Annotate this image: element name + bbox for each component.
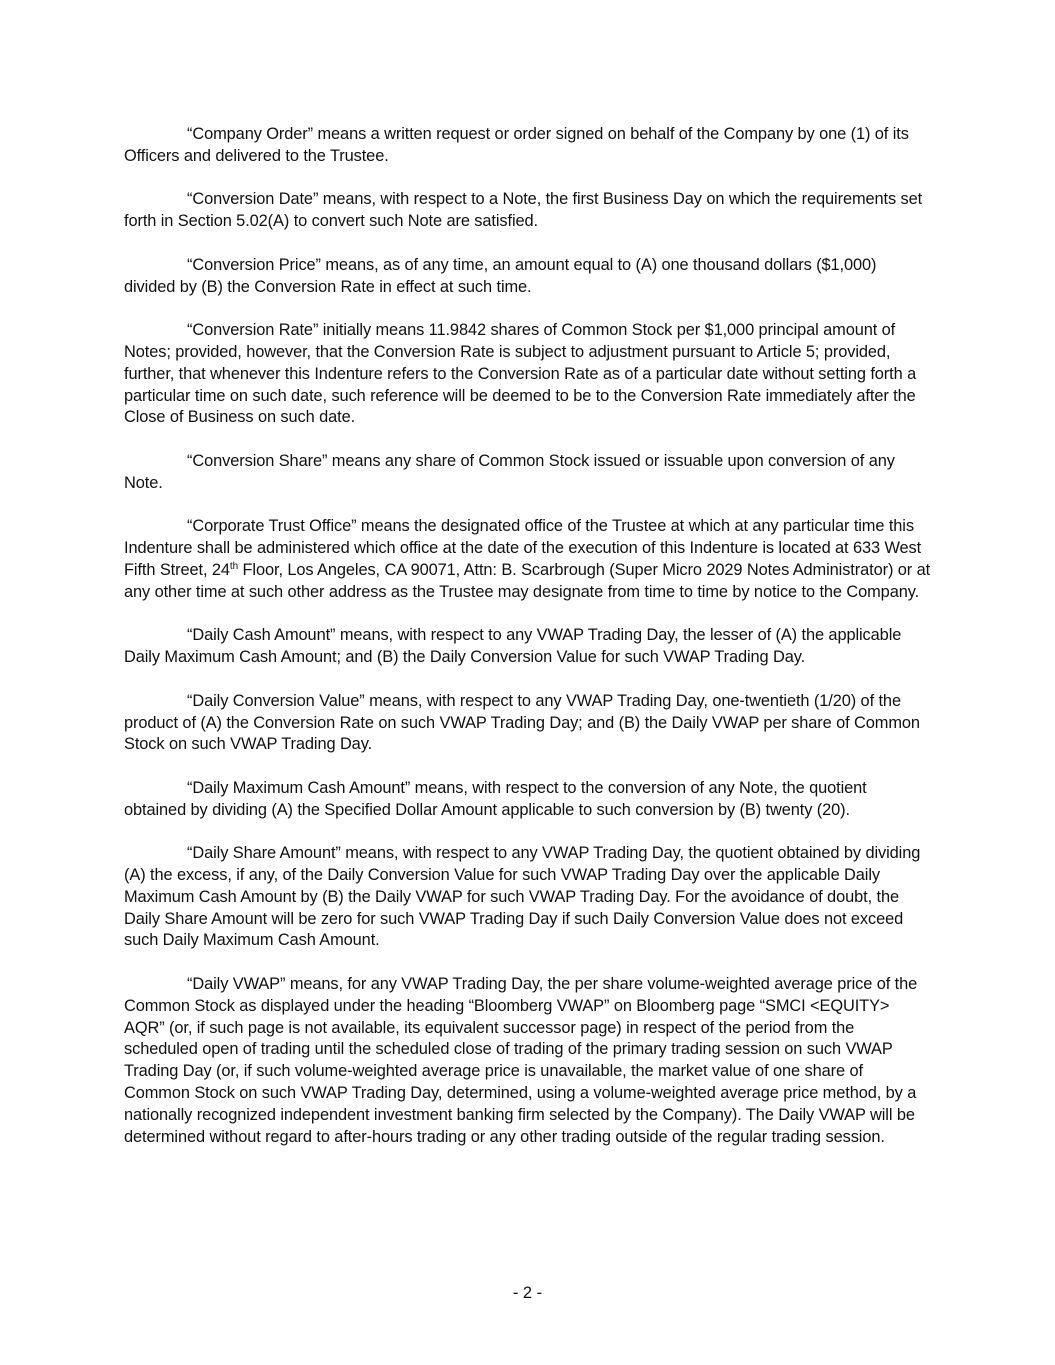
definition-company-order <box>124 124 932 168</box>
definition-daily-conversion-value <box>124 691 932 756</box>
ordinal-superscript: th <box>229 560 239 572</box>
definition-text: means, with respect to any VWAP Trading Day, the lesser of (A) the applicable Daily Maximum Cash Amount; and (B) the Daily Conversion Value for such VWAP Trading Day. <box>124 626 902 667</box>
defined-term: “Daily Share Amount” <box>187 844 341 863</box>
definition-daily-maximum-cash-amount <box>124 778 932 822</box>
defined-term: “Daily VWAP” <box>187 975 286 994</box>
defined-term: “Conversion Price” <box>187 255 321 274</box>
definition-text: means, with respect to any VWAP Trading Day, one-twentieth (1/20) of the product of (A) the Conversion Rate on such VWAP Trading Day; and (B) the Daily VWAP per share of Common Stock on such VWAP Trading Day. <box>124 691 920 754</box>
definition-text: means, with respect to the conversion of any Note, the quotient obtained by dividing (A) the Specified Dollar Amount applicable to such conversion by (B) twenty (20). <box>124 778 867 819</box>
definition-text: means any share of Common Stock issued or issuable upon conversion of any Note. <box>124 451 895 492</box>
definition-text: means, for any VWAP Trading Day, the per share volume-weighted average price of the Common Stock as displayed under the heading “Bloomberg VWAP” on Bloomberg page “SMCI <EQUITY> AQR” (or, if such page is not available, its equivalent successor page) in respect of the period from the scheduled open of trading until the scheduled close of trading of the primary trading session on such VWAP Trading Day (or, if such volume-weighted average price is unavailable, the market value of one share of Common Stock on such VWAP Trading Day, determined, using a volume-weighted average price method, by a nationally recognized independent investment banking firm selected by the Company). The Daily VWAP will be determined without regard to after-hours trading or any other trading outside of the regular trading session. <box>124 975 918 1146</box>
defined-term: “Conversion Date” <box>187 190 319 209</box>
definition-text: initially means 11.9842 shares of Common Stock per $1,000 principal amount of Notes; provided, however, that the Conversion Rate is subject to adjustment pursuant to Article 5; provided, further, that whenever this Indenture refers to the Conversion Rate as of a particular date without setting forth a particular time on such date, such reference will be deemed to be to the Conversion Rate immediately after the Close of Business on such date. <box>124 321 917 427</box>
document-page <box>124 124 932 1170</box>
definition-text: means a written request or order signed on behalf of the Company by one (1) of its Officers and delivered to the Trustee. <box>124 125 909 165</box>
defined-term: “Conversion Rate” <box>187 321 319 340</box>
defined-term: “Daily Maximum Cash Amount” <box>187 778 411 797</box>
definition-text-continued: Floor, Los Angeles, CA 90071, Attn: B. Scarbrough (Super Micro 2029 Notes Administrator) or at any other time at such other address as the Trustee may designate from time to time by notice to the Company. <box>124 560 931 601</box>
definition-conversion-date <box>124 189 932 233</box>
page-number: - 2 - <box>512 1284 543 1302</box>
definition-conversion-rate <box>124 320 932 429</box>
definition-daily-share-amount <box>124 843 932 952</box>
definition-text: means the designated office of the Trustee at which at any particular time this Indenture shall be administered which office at the date of the execution of this Indenture is located at 633 West Fifth Street, 24 <box>124 517 922 579</box>
definition-conversion-price <box>124 255 932 299</box>
definition-conversion-share <box>124 451 932 495</box>
definition-daily-vwap <box>124 974 932 1148</box>
definition-text: means, as of any time, an amount equal to (A) one thousand dollars ($1,000) divided by (B) the Conversion Rate in effect at such time. <box>124 255 877 296</box>
definition-text: means, with respect to any VWAP Trading Day, the quotient obtained by dividing (A) the excess, if any, of the Daily Conversion Value for such VWAP Trading Day over the applicable Daily Maximum Cash Amount by (B) the Daily VWAP for such VWAP Trading Day. For the avoidance of doubt, the Daily Share Amount will be zero for such VWAP Trading Day if such Daily Conversion Value does not exceed such Daily Maximum Cash Amount. <box>124 844 921 950</box>
definition-text: means, with respect to a Note, the first Business Day on which the requirements set forth in Section 5.02(A) to convert such Note are satisfied. <box>124 190 923 231</box>
defined-term: “Corporate Trust Office” <box>187 517 357 536</box>
defined-term: “Conversion Share” <box>187 451 328 470</box>
definition-daily-cash-amount <box>124 625 932 669</box>
definition-corporate-trust-office <box>124 516 932 603</box>
defined-term: “Daily Cash Amount” <box>187 626 336 645</box>
defined-term: “Daily Conversion Value” <box>187 691 365 710</box>
defined-term: “Company Order” <box>187 125 314 143</box>
